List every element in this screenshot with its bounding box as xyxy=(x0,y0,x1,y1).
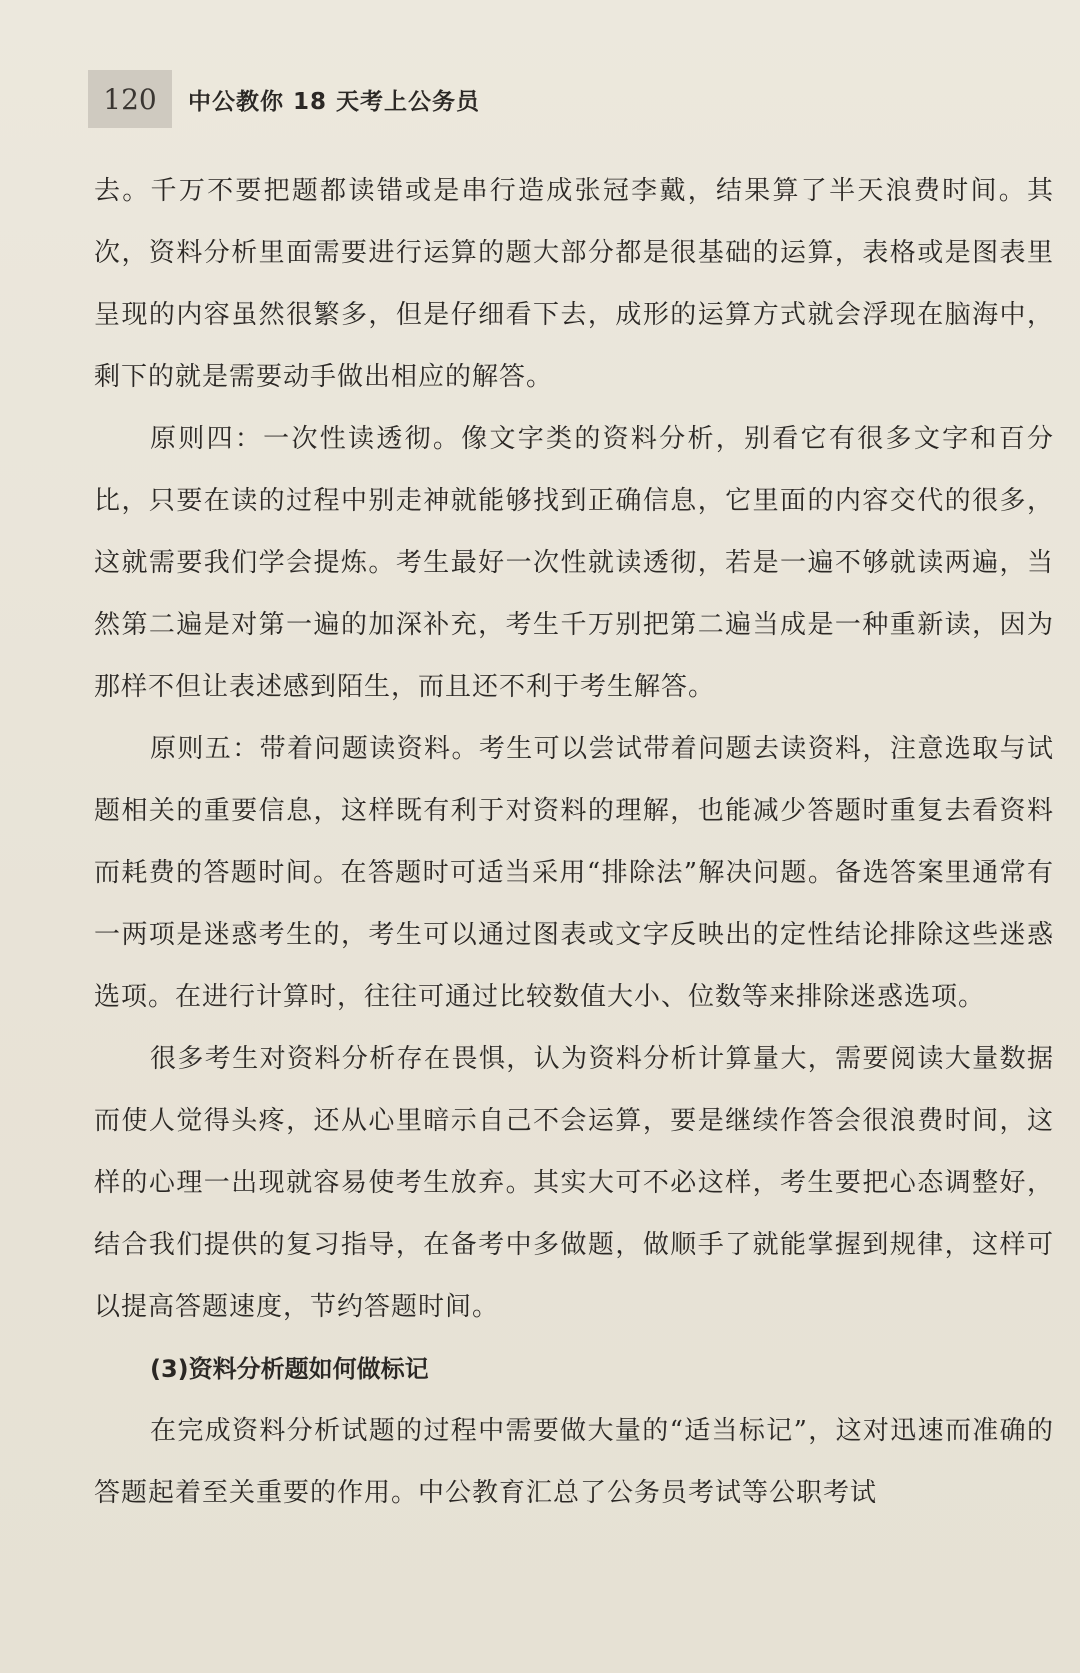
paragraph-principle-four: 原则四：一次性读透彻。像文字类的资料分析，别看它有很多文字和百分比，只要在读的过程中别走神就能够找到正确信息，它里面的内容交代的很多，这就需要我们学会提炼。考生最好一次性就读透彻，若是一遍不够就读两遍，当然第二遍是对第一遍的加深补充，考生千万别把第二遍当成是一种重新读，因为那样不但让表述感到陌生，而且还不利于考生解答。 xyxy=(94,424,1054,702)
section-heading: (3)资料分析题如何做标记 xyxy=(150,1355,429,1383)
page-header xyxy=(88,70,480,128)
page-number: 120 xyxy=(88,70,172,128)
body-text xyxy=(94,160,1054,1524)
paragraph-exam-anxiety: 很多考生对资料分析存在畏惧，认为资料分析计算量大，需要阅读大量数据而使人觉得头疼，还从心里暗示自己不会运算，要是继续作答会很浪费时间，这样的心理一出现就容易使考生放弃。其实大可不必这样，考生要把心态调整好，结合我们提供的复习指导，在备考中多做题，做顺手了就能掌握到规律，这样可以提高答题速度，节约答题时间。 xyxy=(94,1044,1054,1322)
paragraph-marking-intro: 在完成资料分析试题的过程中需要做大量的“适当标记”，这对迅速而准确的答题起着至关重要的作用。中公教育汇总了公务员考试等公职考试 xyxy=(94,1416,1054,1508)
paragraph-continuation: 去。千万不要把题都读错或是串行造成张冠李戴，结果算了半天浪费时间。其次，资料分析里面需要进行运算的题大部分都是很基础的运算，表格或是图表里呈现的内容虽然很繁多，但是仔细看下去，成形的运算方式就会浮现在脑海中，剩下的就是需要动手做出相应的解答。 xyxy=(94,176,1054,392)
paragraph-principle-five: 原则五：带着问题读资料。考生可以尝试带着问题去读资料，注意选取与试题相关的重要信息，这样既有利于对资料的理解，也能减少答题时重复去看资料而耗费的答题时间。在答题时可适当采用“排除法”解决问题。备选答案里通常有一两项是迷惑考生的，考生可以通过图表或文字反映出的定性结论排除这些迷惑选项。在进行计算时，往往可通过比较数值大小、位数等来排除迷惑选项。 xyxy=(94,734,1054,1012)
book-title: 中公教你 18 天考上公务员 xyxy=(188,88,481,115)
